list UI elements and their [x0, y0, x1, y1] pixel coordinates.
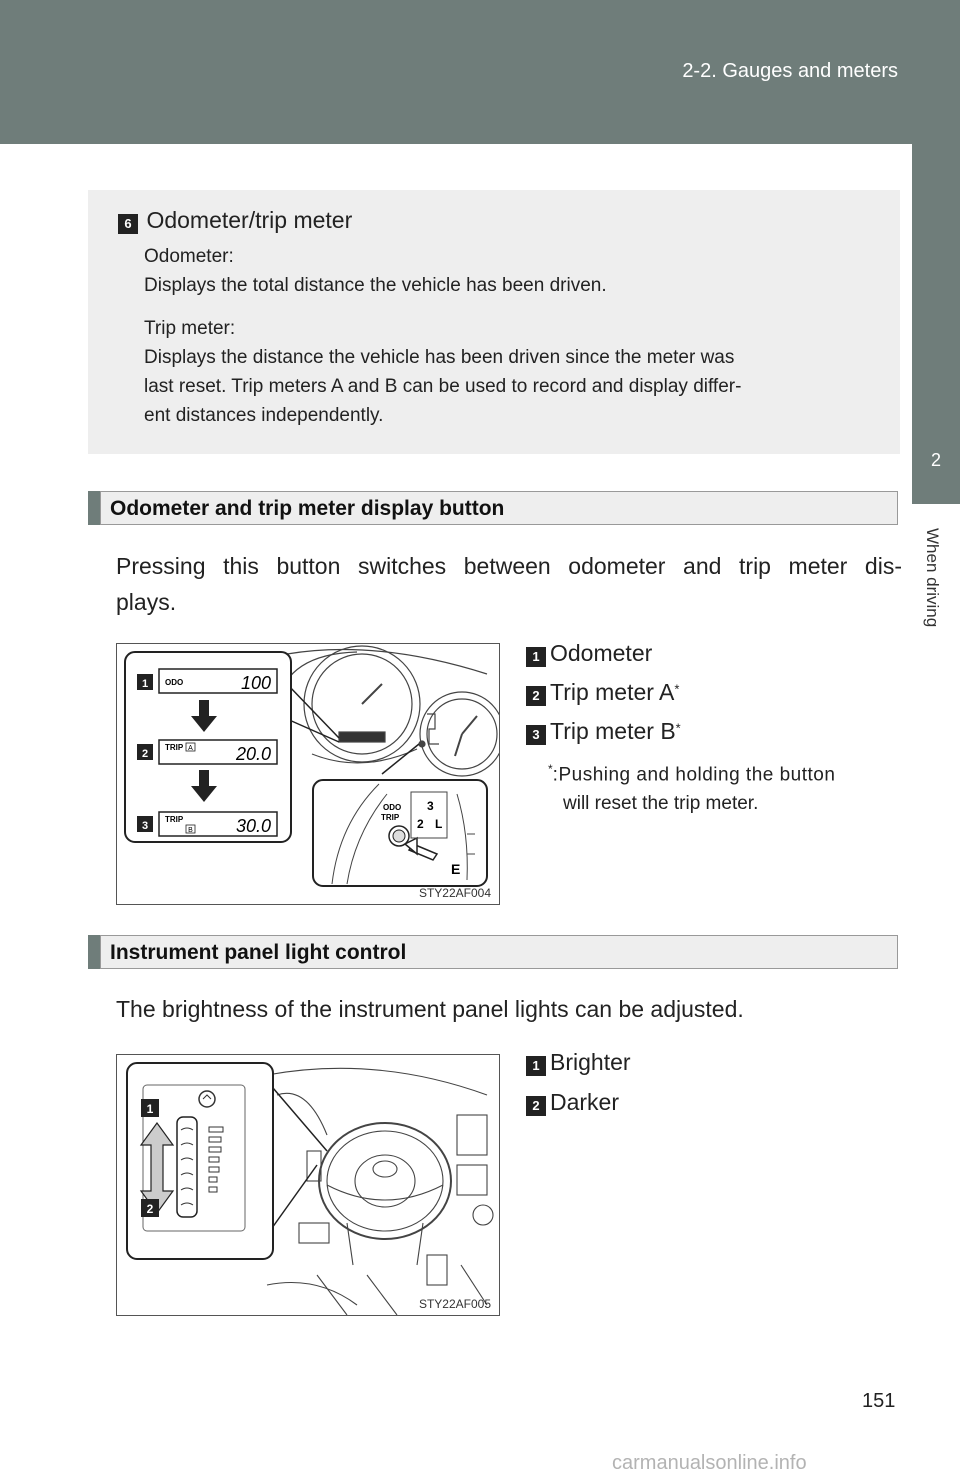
section2-body: The brightness of the instrument panel lights can be adjusted. [116, 996, 744, 1022]
figure-panel-light [116, 1054, 500, 1316]
gear-2: 2 [417, 817, 424, 831]
section-heading-text-2: Instrument panel light control [110, 941, 407, 964]
section-title: 2-2. Gauges and meters [682, 60, 898, 82]
gear-3: 3 [427, 799, 434, 813]
legend-note-1: *:Pushing and holding the button [548, 762, 836, 786]
legend-item-trip-a: 2 Trip meter A* [526, 679, 679, 706]
display-trip-b-label: TRIP [165, 815, 184, 824]
button-label-odo: ODO [383, 803, 402, 812]
odometer-label: Odometer: [144, 246, 234, 267]
page-header [0, 0, 960, 144]
legend-item-odometer: 1 Odometer [526, 640, 652, 667]
fig-badge-2: 2 [141, 748, 149, 760]
display-trip-b-value: 30.0 [235, 816, 271, 836]
trip-desc-1: Displays the distance the vehicle has been driven since the meter was [144, 347, 735, 368]
trip-desc-2: last reset. Trip meters A and B can be used to record and display differ- [144, 376, 742, 397]
display-trip-a [159, 740, 277, 764]
section-heading-odometer [88, 491, 898, 525]
display-odo-label: ODO [165, 678, 184, 687]
figure-code-2: STY22AF005 [418, 1297, 491, 1311]
chapter-label: When driving [923, 528, 942, 628]
figure-code: STY22AF004 [418, 886, 491, 900]
chapter-number: 2 [930, 450, 941, 470]
legend-item-brighter: 1 Brighter [526, 1049, 631, 1076]
badge-6: 6 [118, 214, 138, 234]
display-trip-a-label: TRIP [165, 743, 184, 752]
section1-body-2: plays. [116, 589, 177, 615]
display-trip-b-sub: B [188, 827, 193, 834]
panel-light-illustration [117, 1055, 499, 1315]
watermark: carmanualsonline.info [612, 1452, 807, 1474]
display-trip-a-value: 20.0 [235, 744, 271, 764]
legend-note-2: will reset the trip meter. [563, 793, 759, 814]
section-heading-text: Odometer and trip meter display button [110, 497, 505, 520]
section-heading-panel-light [88, 935, 898, 969]
trip-desc-3: ent distances independently. [144, 405, 384, 426]
fig2-badge-2: 2 [146, 1202, 154, 1216]
display-odo-value: 100 [240, 673, 271, 693]
fig-badge-3: 3 [141, 820, 149, 832]
button-label-trip: TRIP [381, 813, 400, 822]
gear-l: L [435, 817, 443, 831]
info-box-title-row [118, 207, 352, 234]
trip-label: Trip meter: [144, 318, 236, 339]
trip-meter-illustration [117, 644, 499, 904]
chapter-tab [912, 144, 960, 504]
info-box-title: Odometer/trip meter [146, 207, 353, 233]
display-trip-b [159, 812, 277, 836]
legend-item-darker: 2 Darker [526, 1089, 619, 1116]
fig-badge-1: 1 [141, 678, 149, 690]
odometer-desc: Displays the total distance the vehicle has been driven. [144, 275, 607, 296]
display-trip-a-sub: A [188, 745, 193, 752]
legend-item-trip-b: 3 Trip meter B* [526, 718, 681, 745]
display-odo [159, 669, 277, 693]
section1-body-1: Pressing this button switches between odometer and trip meter dis- [116, 553, 902, 579]
figure-trip-meter [116, 643, 500, 905]
page-number: 151 [862, 1390, 896, 1412]
fuel-e: E [451, 861, 461, 877]
fig2-badge-1: 1 [146, 1102, 154, 1116]
